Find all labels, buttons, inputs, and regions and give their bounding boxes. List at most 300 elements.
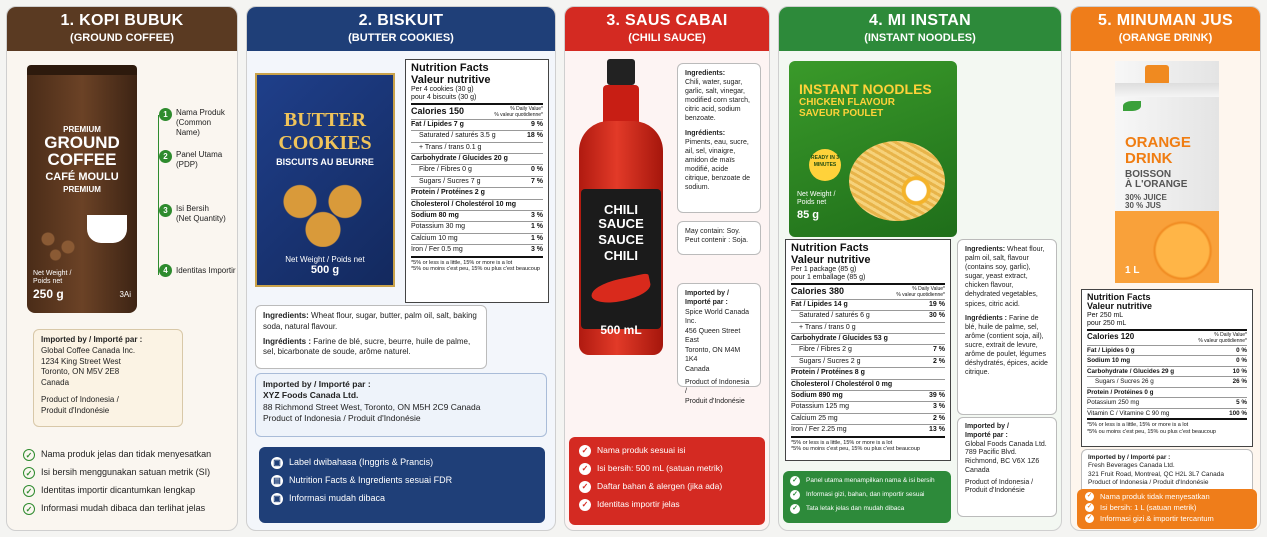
check-item [23, 467, 235, 479]
nf-row [791, 356, 945, 367]
nf-row-label: Protein / Protéines 8 g [791, 369, 865, 377]
nf-calories: Calories 380 [791, 285, 845, 296]
check-icon: ✓ [790, 476, 800, 486]
ingredients-text-fr: Piments, eau, sucre, ail, sel, vinaigre, amidon de maïs modifié, acide citrique, benzoate de sodium. [685, 138, 750, 192]
chili-pepper-icon [589, 273, 652, 307]
annotation-number: 1 [159, 108, 172, 121]
importer-line: 88 Richmond Street West, Toronto, ON M5H 2C9 Canada [263, 401, 481, 412]
nf-row-dv: 19 % [929, 300, 945, 308]
checklist [23, 449, 235, 521]
check-label: Identitas importir dicantumkan lengkap [41, 485, 196, 496]
nf-title-fr: Valeur nutritive [411, 73, 491, 86]
coffee-beans-icon [33, 223, 83, 263]
nf-serving-fr: pour 250 mL [1087, 320, 1127, 328]
check-label: Nama produk tidak menyesatkan [1100, 492, 1210, 501]
ingredients-text-fr: Farine de blé, huile de palme, sel, arôme (contient soja, ail), sucre, extrait de levure, arôme de poulet, légumes déshydratés, épices, acide citrique. [965, 314, 1048, 377]
check-item [271, 493, 533, 505]
check-label: Isi bersih: 500 mL (satuan metrik) [597, 463, 723, 474]
connector-lines [137, 115, 159, 275]
nf-row-dv: 2 % [932, 357, 945, 365]
nf-note: *5% or less is a little, 15% or more is a lot [1087, 422, 1189, 429]
importer-line: Spice World Canada Inc. [685, 308, 750, 326]
nf-row-label: Fat / Lipides 0 g [1087, 346, 1135, 354]
panel-header [779, 7, 1061, 51]
nf-row-dv: 13 % [929, 426, 945, 434]
check-icon: ✓ [790, 490, 800, 500]
info-icon: ▣ [271, 493, 283, 505]
panel-header [1071, 7, 1260, 51]
nutrition-facts-table [785, 239, 951, 461]
check-item [579, 463, 755, 475]
check-label: Informasi mudah dibaca [289, 493, 386, 504]
pack-flavour-fr: SAVEUR POULET [799, 108, 884, 119]
check-label: Isi bersih: 1 L (satuan metrik) [1100, 502, 1197, 512]
nf-row [791, 390, 945, 401]
ingredients-label: Ingredients: [263, 311, 309, 320]
panel-title: 4. MI INSTAN [869, 12, 971, 29]
check-icon: ✓ [1086, 504, 1093, 511]
importer-heading: Importé par : [965, 431, 1008, 439]
bottle-volume: 500 mL [600, 323, 642, 338]
nf-row [791, 379, 945, 390]
nf-row [791, 401, 945, 412]
noodle-pack [789, 61, 957, 237]
importer-line: Produit d'Indonésie [41, 405, 110, 415]
checklist [1077, 489, 1257, 529]
nf-row-dv: 0 % [1236, 346, 1247, 354]
nf-row-dv: 26 % [1232, 378, 1247, 386]
ingredients-text: Wheat flour, sugar, butter, palm oil, salt, baking soda, natural flavour. [263, 311, 477, 331]
nf-title: Nutrition Facts [791, 242, 869, 254]
annotation-label: Panel Utama [176, 150, 223, 159]
annotation-number: 2 [159, 150, 172, 163]
carton-product-name: ORANGE [1125, 134, 1191, 151]
pack-net-weight-value: 85 g [797, 209, 820, 222]
leaf-icon [1123, 101, 1141, 111]
check-label: Informasi gizi, bahan, dan importir sesuai [806, 490, 925, 498]
check-label: Nama produk sesuai isi [597, 445, 686, 456]
bag-product-name: GROUND [44, 133, 120, 152]
importer-line: Produit d'Indonésie [965, 487, 1025, 495]
nf-row-label: + Trans / trans 0 g [799, 323, 856, 331]
allergen-text-fr: Peut contenir : Soja. [685, 237, 749, 245]
nf-row-label: Cholesterol / Cholestérol 0 mg [791, 380, 893, 388]
nf-dv-header-fr: % valeur quotidienne* [1198, 337, 1247, 344]
annotation-number: 4 [159, 264, 172, 277]
carton-juice-content: 30% JUICE [1125, 192, 1167, 202]
carton-product-name-2: DRINK [1125, 149, 1173, 167]
nf-row [1087, 387, 1247, 398]
check-icon: ✓ [579, 445, 591, 457]
nf-row-label: Fat / Lipides 14 g [791, 300, 848, 308]
nf-row-label: + Trans / trans 0.1 g [419, 143, 482, 151]
panel-butter-cookies [246, 6, 556, 531]
pack-net-weight-label: Net Weight / [797, 191, 836, 198]
allergen-box [677, 221, 761, 255]
check-icon: ✓ [23, 485, 35, 497]
nf-row [411, 176, 543, 187]
sauce-bottle [573, 59, 669, 359]
nf-row-dv: 100 % [1229, 409, 1247, 417]
carton-juice-content-fr: 30 % JUS [1125, 200, 1162, 210]
annotation-label: Isi Bersih [176, 204, 209, 213]
nf-serving: Per 4 cookies (30 g) [411, 86, 474, 94]
nf-row-dv: 7 % [530, 177, 543, 185]
nf-row-label: Potassium 250 mg [1087, 399, 1140, 407]
carton-volume: 1 L [1125, 265, 1140, 276]
check-icon: ✓ [579, 481, 591, 493]
nf-rows [791, 299, 945, 436]
bag-net-weight-label: Net Weight / [33, 270, 72, 277]
importer-line: Canada [965, 466, 990, 474]
importer-box [33, 329, 183, 427]
nf-row [791, 322, 945, 333]
nf-row [791, 424, 945, 435]
nf-row-dv: 39 % [929, 392, 945, 399]
nf-row [411, 244, 543, 255]
annotation-sublabel: (PDP) [176, 160, 198, 169]
panel-title: 1. KOPI BUBUK [60, 12, 184, 29]
panel-header [7, 7, 237, 51]
ingredients-box [677, 63, 761, 213]
check-label: Daftar bahan & alergen (jika ada) [597, 481, 723, 492]
importer-heading: Imported by / [965, 423, 1009, 430]
panel-subtitle: (GROUND COFFEE) [70, 32, 174, 44]
juice-carton [1115, 61, 1219, 283]
nf-row-dv: 3 % [530, 246, 543, 254]
bag-code: 3Ai [119, 290, 131, 299]
pack-flavour: CHICKEN FLAVOUR [799, 97, 895, 108]
nf-row-label: Calcium 10 mg [411, 234, 458, 242]
importer-line: Canada [685, 365, 710, 373]
nf-row-label: Sugars / Sucres 2 g [799, 357, 861, 365]
nf-row [791, 344, 945, 355]
importer-line: Global Foods Canada Ltd. [965, 440, 1047, 448]
nf-note-fr: *5% ou moins c'est peu, 15% ou plus c'est beaucoup [791, 446, 920, 453]
nf-serving: Per 1 package (85 g) [791, 266, 857, 274]
ingredients-text-fr: Farine de blé, sucre, beurre, huile de palme, sel, bicarbonate de soude, arôme naturel. [263, 336, 471, 357]
box-net-weight-label: Net Weight / Poids net [285, 255, 365, 264]
nf-row-label: Potassium 30 mg [411, 223, 466, 231]
nf-row [411, 142, 543, 153]
nf-serving-fr: pour 1 emballage (85 g) [791, 274, 866, 282]
check-label: Identitas importir jelas [597, 499, 680, 510]
nf-row [1087, 345, 1247, 356]
checklist [783, 471, 951, 523]
pack-product-name: INSTANT NOODLES [799, 81, 932, 97]
importer-line: Produit d'Indonésie [685, 397, 745, 405]
ingredients-text: Chili, water, sugar, garlic, salt, vinegar, modified corn starch, citric acid, sodium benzoate. [685, 79, 750, 123]
panel-ground-coffee [6, 6, 238, 531]
nf-rows [411, 119, 543, 256]
nf-row-label: Fibre / Fibres 0 g [419, 166, 472, 174]
check-item [790, 476, 944, 486]
nf-row [411, 153, 543, 164]
nf-row-dv: 18 % [527, 132, 543, 140]
nf-dv-header: % Daily Value* [1214, 331, 1247, 338]
nf-serving: Per 250 mL [1087, 311, 1124, 319]
carton-product-name-fr: BOISSON [1125, 168, 1172, 180]
nf-row-dv: 2 % [932, 414, 945, 422]
nf-note: *5% or less is a little, 15% or more is a lot [411, 259, 513, 266]
panel-chili-sauce [564, 6, 770, 531]
nf-row-label: Carbohydrate / Glucides 53 g [791, 335, 888, 343]
nf-calories: Calories 120 [1087, 331, 1135, 341]
annotation-3 [159, 204, 226, 224]
check-item [23, 449, 235, 461]
check-label: Nutrition Facts & Ingredients sesuai FDR [289, 475, 453, 486]
check-label: Isi bersih menggunakan satuan metrik (SI) [41, 467, 211, 478]
check-icon: ✓ [23, 449, 35, 461]
check-item [1085, 503, 1249, 513]
carton-product-name-fr-2: À L'ORANGE [1125, 179, 1188, 190]
importer-heading: Imported by / [685, 290, 729, 297]
nf-row [1087, 397, 1247, 408]
nf-row [411, 233, 543, 244]
nf-row-label: Sugars / Sucres 7 g [419, 177, 481, 185]
bag-product-name-2: COFFEE [47, 150, 117, 169]
check-icon: ✓ [579, 463, 591, 475]
ready-badge: READY IN 3 MINUTES [809, 149, 841, 181]
nf-row-dv: 3 % [932, 403, 945, 411]
nf-row-dv: 7 % [932, 346, 945, 354]
nf-row [791, 333, 945, 344]
importer-line: Toronto, ON M5V 2E8 [41, 367, 120, 377]
nf-row-label: Fat / Lipides 7 g [411, 120, 464, 128]
ingredients-label-fr: Ingrédients : [263, 336, 312, 346]
nf-calories: Calories 150 [411, 105, 465, 116]
nf-row-label: Iron / Fer 2.25 mg [791, 426, 847, 434]
check-item [271, 475, 533, 487]
nf-note-fr: *5% ou moins c'est peu, 15% ou plus c'est beaucoup [411, 266, 540, 273]
ingredients-label-fr: Ingrédients: [685, 129, 726, 137]
nf-row-label: Carbohydrate / Glucides 20 g [411, 155, 508, 163]
annotation-number: 3 [159, 204, 172, 217]
annotation-4 [159, 264, 236, 277]
importer-line: Fresh Beverages Canada Ltd. [1088, 462, 1175, 470]
nf-dv-header: % Daily Value* [510, 105, 543, 112]
check-label: Panel utama menampilkan nama & isi bersih [806, 476, 935, 484]
check-item [1085, 514, 1249, 524]
importer-line: Product of Indonesia / [965, 478, 1034, 486]
nf-dv-header: % Daily Value* [912, 285, 945, 292]
importer-line: 321 Fruit Road, Montreal, QC H2L 3L7 Canada [1088, 470, 1224, 478]
importer-line: Canada [41, 378, 70, 388]
bag-net-weight-label-fr: Poids net [33, 277, 63, 285]
nf-rows [1087, 345, 1247, 419]
nf-note-fr: *5% ou moins c'est peu, 15% ou plus c'est beaucoup [1087, 429, 1216, 436]
nutrition-facts-table [405, 59, 549, 303]
nf-row-dv: 1 % [530, 223, 543, 231]
check-icon: ✓ [579, 499, 591, 511]
annotation-label: Identitas Importir [176, 265, 236, 275]
nf-row-dv: 0 % [530, 166, 543, 174]
importer-line: Toronto, ON M4M 1K4 [685, 346, 741, 364]
box-product-name-2: COOKIES [278, 132, 372, 154]
check-item [579, 481, 755, 493]
nf-title-fr: Valeur nutritive [791, 253, 871, 266]
importer-line: 789 Pacific Blvd. [965, 449, 1017, 457]
check-item [23, 503, 235, 515]
ingredients-text: Wheat flour, palm oil, salt, flavour (contains soy, garlic), sugar, yeast extract, chicken flavour, dehydrated vegetables, spices, citric acid. [965, 246, 1045, 308]
importer-line: Global Coffee Canada Inc. [41, 345, 136, 355]
ingredients-label-fr: Ingrédients : [965, 314, 1008, 322]
nf-row-label: Sodium 10 mg [1087, 357, 1131, 365]
nf-row [411, 210, 543, 221]
annotation-label: Nama Produk [175, 108, 225, 117]
nf-row-dv: 10 % [1232, 367, 1247, 375]
panel-subtitle: (ORANGE DRINK) [1118, 32, 1213, 44]
nf-row [791, 413, 945, 424]
nf-row [1087, 366, 1247, 377]
nf-row-label: Potassium 125 mg [791, 403, 849, 411]
check-icon: ✓ [1086, 514, 1093, 521]
nf-serving-fr: pour 4 biscuits (30 g) [411, 94, 477, 102]
nf-row-dv: 5 % [1236, 399, 1247, 407]
check-item [579, 445, 755, 457]
checklist [569, 437, 765, 525]
nf-row-label: Carbohydrate / Glucides 29 g [1087, 367, 1175, 375]
panel-subtitle: (INSTANT NOODLES) [864, 32, 976, 44]
bottle-product-name-fr: SAUCE CHILI [598, 231, 644, 264]
check-label: Informasi mudah dibaca dan terlihat jelas [41, 503, 206, 514]
nf-row-label: Cholesterol / Cholestérol 10 mg [411, 200, 517, 208]
check-label: Nama produk jelas dan tidak menyesatkan [41, 449, 212, 460]
check-item [790, 490, 944, 500]
nf-row [791, 367, 945, 378]
check-label: Label dwibahasa (Inggris & Prancis) [289, 457, 434, 468]
coffee-bag [27, 65, 137, 313]
panel-instant-noodles [778, 6, 1062, 531]
bag-premium-label-2: PREMIUM [63, 184, 101, 194]
nf-row [411, 164, 543, 175]
ingredients-box [957, 239, 1057, 415]
nf-row-label: Vitamin C / Vitamine C 90 mg [1087, 409, 1170, 417]
nf-row-label: Protein / Protéines 2 g [411, 189, 485, 197]
check-label: Tata letak jelas dan mudah dibaca [806, 504, 905, 512]
annotation-sublabel: (Common Name) [175, 118, 212, 137]
nf-row [791, 299, 945, 310]
bottle-product-name: CHILI SAUCE [598, 202, 644, 232]
box-product-name: BUTTER [283, 109, 367, 131]
box-product-name-fr: BISCUITS AU BEURRE [276, 157, 374, 167]
importer-heading: Importé par : [685, 299, 728, 307]
nf-row [791, 310, 945, 321]
panel-subtitle: (BUTTER COOKIES) [348, 32, 454, 44]
nf-title: Nutrition Facts [411, 62, 489, 74]
nf-title: Nutrition Facts [1087, 292, 1151, 302]
panel-header [247, 7, 555, 51]
bag-product-name-fr: CAFÉ MOULU [45, 170, 119, 183]
nf-row-label: Fibre / Fibres 2 g [799, 346, 852, 354]
document-icon: ▤ [271, 475, 283, 487]
cookie-box [255, 73, 395, 287]
importer-line: 1234 King Street West [41, 356, 121, 366]
pack-net-weight-label-fr: Poids net [797, 199, 827, 207]
importer-box [957, 417, 1057, 517]
importer-line: Product of Indonesia / [41, 394, 119, 404]
ingredients-label: Ingredients: [965, 246, 1006, 253]
check-item [271, 457, 533, 469]
check-item [579, 499, 755, 511]
panel-title: 2. BISKUIT [358, 12, 444, 29]
panel-orange-drink [1070, 6, 1261, 531]
importer-line: Product of Indonesia / Produit d'Indonésie [1088, 479, 1209, 487]
panel-subtitle: (CHILI SAUCE) [628, 32, 706, 44]
ingredients-label: Ingredients: [685, 70, 726, 77]
nf-row-label: Calcium 25 mg [791, 414, 838, 422]
importer-line: Richmond, BC V6X 1Z6 [965, 458, 1040, 465]
noodle-bowl-image [849, 141, 945, 221]
nf-row-dv: 9 % [530, 120, 543, 128]
allergen-text: May contain: Soy. [685, 228, 741, 235]
importer-line: XYZ Foods Canada Ltd. [263, 390, 359, 401]
nf-dv-header-fr: % valeur quotidienne* [494, 111, 543, 118]
panel-title: 3. SAUS CABAI [606, 12, 728, 29]
nf-row [411, 199, 543, 210]
importer-box [677, 283, 761, 405]
bag-premium-label: PREMIUM [63, 125, 101, 134]
check-item [23, 485, 235, 497]
importer-heading: Imported by / Importé par : [1088, 454, 1171, 461]
nf-row [1087, 355, 1247, 366]
nf-row-label: Saturated / saturés 3.5 g [419, 132, 496, 140]
check-icon: ✓ [23, 503, 35, 515]
coffee-cup-icon [87, 215, 127, 243]
nf-row-dv: 30 % [929, 312, 945, 320]
nf-row [1087, 408, 1247, 419]
lock-icon: ▣ [271, 457, 283, 469]
nf-row-label: Sugars / Sucres 26 g [1095, 378, 1154, 386]
ingredients-box [255, 305, 487, 369]
nf-row-label: Protein / Protéines 0 g [1087, 388, 1154, 396]
checklist [259, 447, 545, 523]
importer-line: Product of Indonesia / Produit d'Indonésie [263, 413, 421, 424]
nf-row [411, 221, 543, 232]
annotation-sublabel: (Net Quantity) [176, 214, 226, 223]
check-icon: ✓ [23, 467, 35, 479]
nf-row-label: Iron / Fer 0.5 mg [411, 246, 463, 254]
panel-header [565, 7, 769, 51]
nf-row-dv: 3 % [530, 212, 543, 219]
nf-row [411, 119, 543, 130]
nf-note: *5% or less is a little, 15% or more is a lot [791, 439, 893, 446]
annotation-1 [159, 108, 237, 138]
check-item [1085, 492, 1249, 502]
importer-line: Product of Indonesia / [685, 378, 750, 396]
importer-box [255, 373, 547, 437]
nutrition-facts-table [1081, 289, 1253, 447]
nf-row-label: Saturated / saturés 6 g [799, 312, 870, 320]
nf-row [1087, 376, 1247, 387]
panel-title: 5. MINUMAN JUS [1098, 12, 1233, 29]
importer-line: 456 Queen Street East [685, 327, 741, 345]
importer-heading: Imported by / Importé par : [41, 335, 143, 344]
nf-row-dv: 1 % [530, 234, 543, 242]
nf-row-dv: 0 % [1236, 357, 1247, 365]
check-icon: ✓ [1086, 493, 1093, 500]
check-item [790, 504, 944, 514]
cookies-image [275, 177, 375, 247]
importer-heading: Imported by / Importé par : [263, 379, 371, 389]
nf-title-fr: Valeur nutritive [1087, 301, 1153, 312]
nf-row [411, 187, 543, 198]
bag-net-weight-value: 250 g [33, 287, 64, 302]
annotation-2 [159, 150, 222, 170]
box-net-weight-value: 500 g [310, 264, 340, 276]
check-label: Informasi gizi & importir tercantum [1100, 513, 1214, 523]
nf-row-label: Sodium 80 mg [411, 212, 459, 219]
